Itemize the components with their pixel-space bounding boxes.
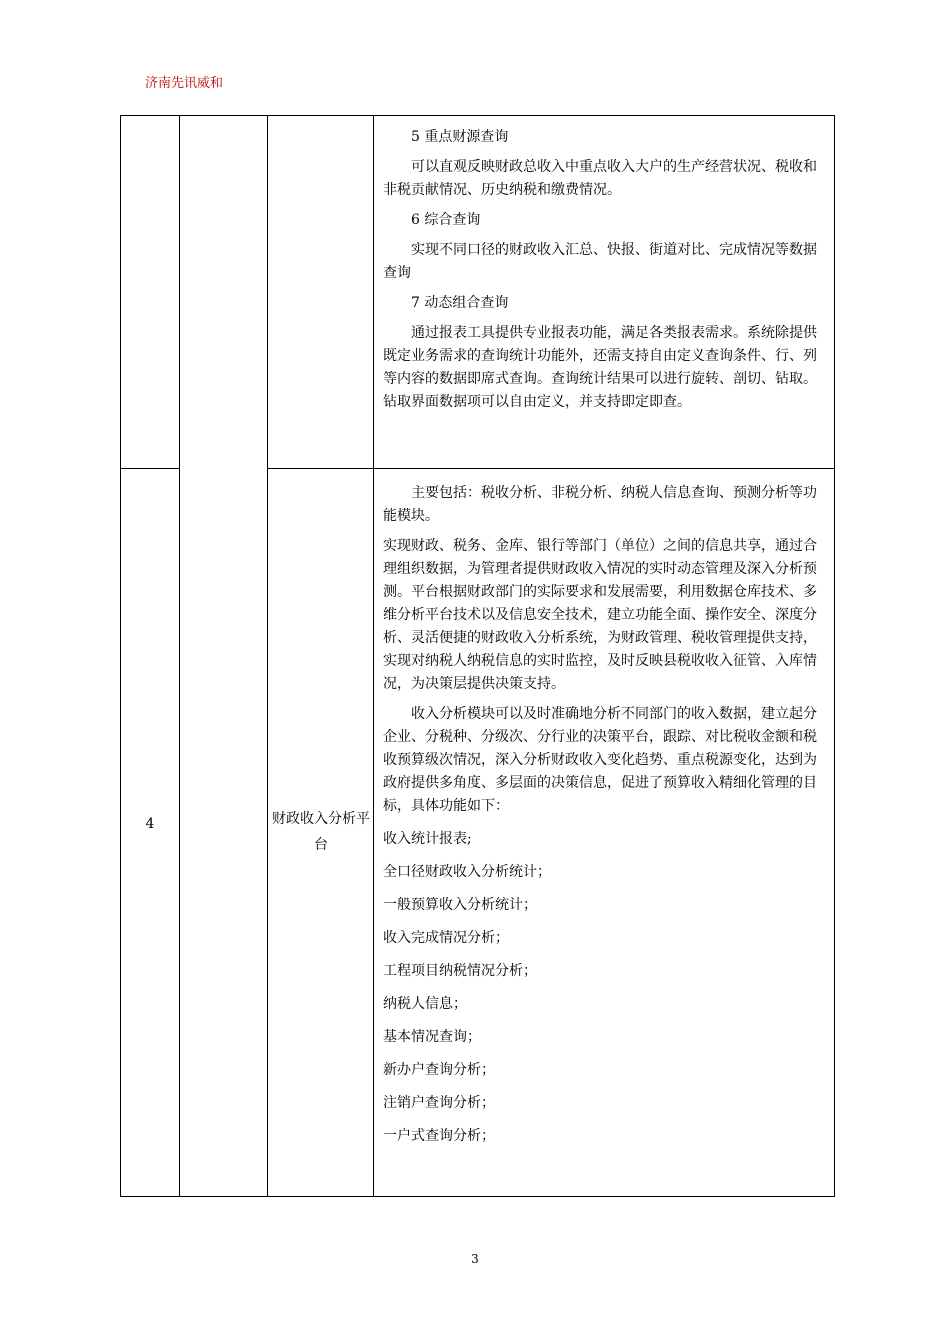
column-divider bbox=[267, 116, 268, 1196]
item-heading: 5 重点财源查询 bbox=[411, 129, 509, 145]
column-divider bbox=[373, 116, 374, 1196]
function-list-item: 收入完成情况分析； bbox=[383, 930, 509, 946]
item-heading: 6 综合查询 bbox=[411, 212, 481, 228]
intro-paragraph: 主要包括：税收分析、非税分析、纳税人信息查询、预测分析等功能模块。 bbox=[383, 485, 817, 524]
page-number: 3 bbox=[471, 1252, 479, 1266]
item-text: 通过报表工具提供专业报表功能，满足各类报表需求。系统除提供既定业务需求的查询统计功能外，还需支持自由定义查询条件、行、列等内容的数据即席式查询。查询统计结果可以进行旋转、剖切、钻取。钻取界面数据项可以自由定义，并支持即定即查。 bbox=[383, 325, 817, 410]
company-header: 济南先讯威和 bbox=[145, 76, 224, 91]
row-number: 4 bbox=[145, 816, 155, 832]
function-list-item: 全口径财政收入分析统计； bbox=[383, 864, 551, 880]
row-divider bbox=[121, 468, 179, 469]
cell-module-content bbox=[383, 482, 829, 1148]
column-divider bbox=[179, 116, 180, 1196]
cell-top-content bbox=[383, 126, 829, 414]
item-text: 可以直观反映财政总收入中重点收入大户的生产经营状况、税收和非税贡献情况、历史纳税和缴费情况。 bbox=[383, 159, 817, 198]
function-list-item: 注销户查询分析； bbox=[383, 1095, 495, 1111]
function-list-item: 收入统计报表; bbox=[383, 831, 472, 847]
description-paragraph: 实现财政、税务、金库、银行等部门（单位）之间的信息共享，通过合理组织数据，为管理者提供财政收入情况的实时动态管理及深入分析预测。平台根据财政部门的实际要求和发展需要，利用数据仓库技术、多维分析平台技术以及信息安全技术，建立功能全面、操作安全、深度分析、灵活便捷的财政收入分析系统，为财政管理、税收管理提供支持，实现对纳税人纳税信息的实时监控，及时反映县税收收入征管、入库情况，为决策层提供决策支持。 bbox=[383, 538, 817, 692]
function-list-item: 一般预算收入分析统计； bbox=[383, 897, 537, 913]
item-text: 实现不同口径的财政收入汇总、快报、街道对比、完成情况等数据查询 bbox=[383, 242, 817, 281]
function-list-item: 新办户查询分析； bbox=[383, 1062, 495, 1078]
function-list-item: 纳税人信息； bbox=[383, 996, 467, 1012]
function-list-item: 工程项目纳税情况分析； bbox=[383, 963, 537, 979]
function-list-item: 基本情况查询； bbox=[383, 1029, 481, 1045]
row-divider bbox=[267, 468, 834, 469]
description-paragraph: 收入分析模块可以及时准确地分析不同部门的收入数据，建立起分企业、分税种、分级次、分行业的决策平台，跟踪、对比税收金额和税收预算级次情况，深入分析财政收入变化趋势、重点税源变化，达到为政府提供多角度、多层面的决策信息，促进了预算收入精细化管理的目标，具体功能如下： bbox=[383, 706, 817, 814]
module-name: 财政收入分析平台 bbox=[272, 811, 370, 853]
function-list bbox=[383, 828, 829, 1148]
item-heading: 7 动态组合查询 bbox=[411, 295, 509, 311]
function-table bbox=[120, 115, 835, 1197]
function-list-item: 一户式查询分析； bbox=[383, 1128, 495, 1144]
